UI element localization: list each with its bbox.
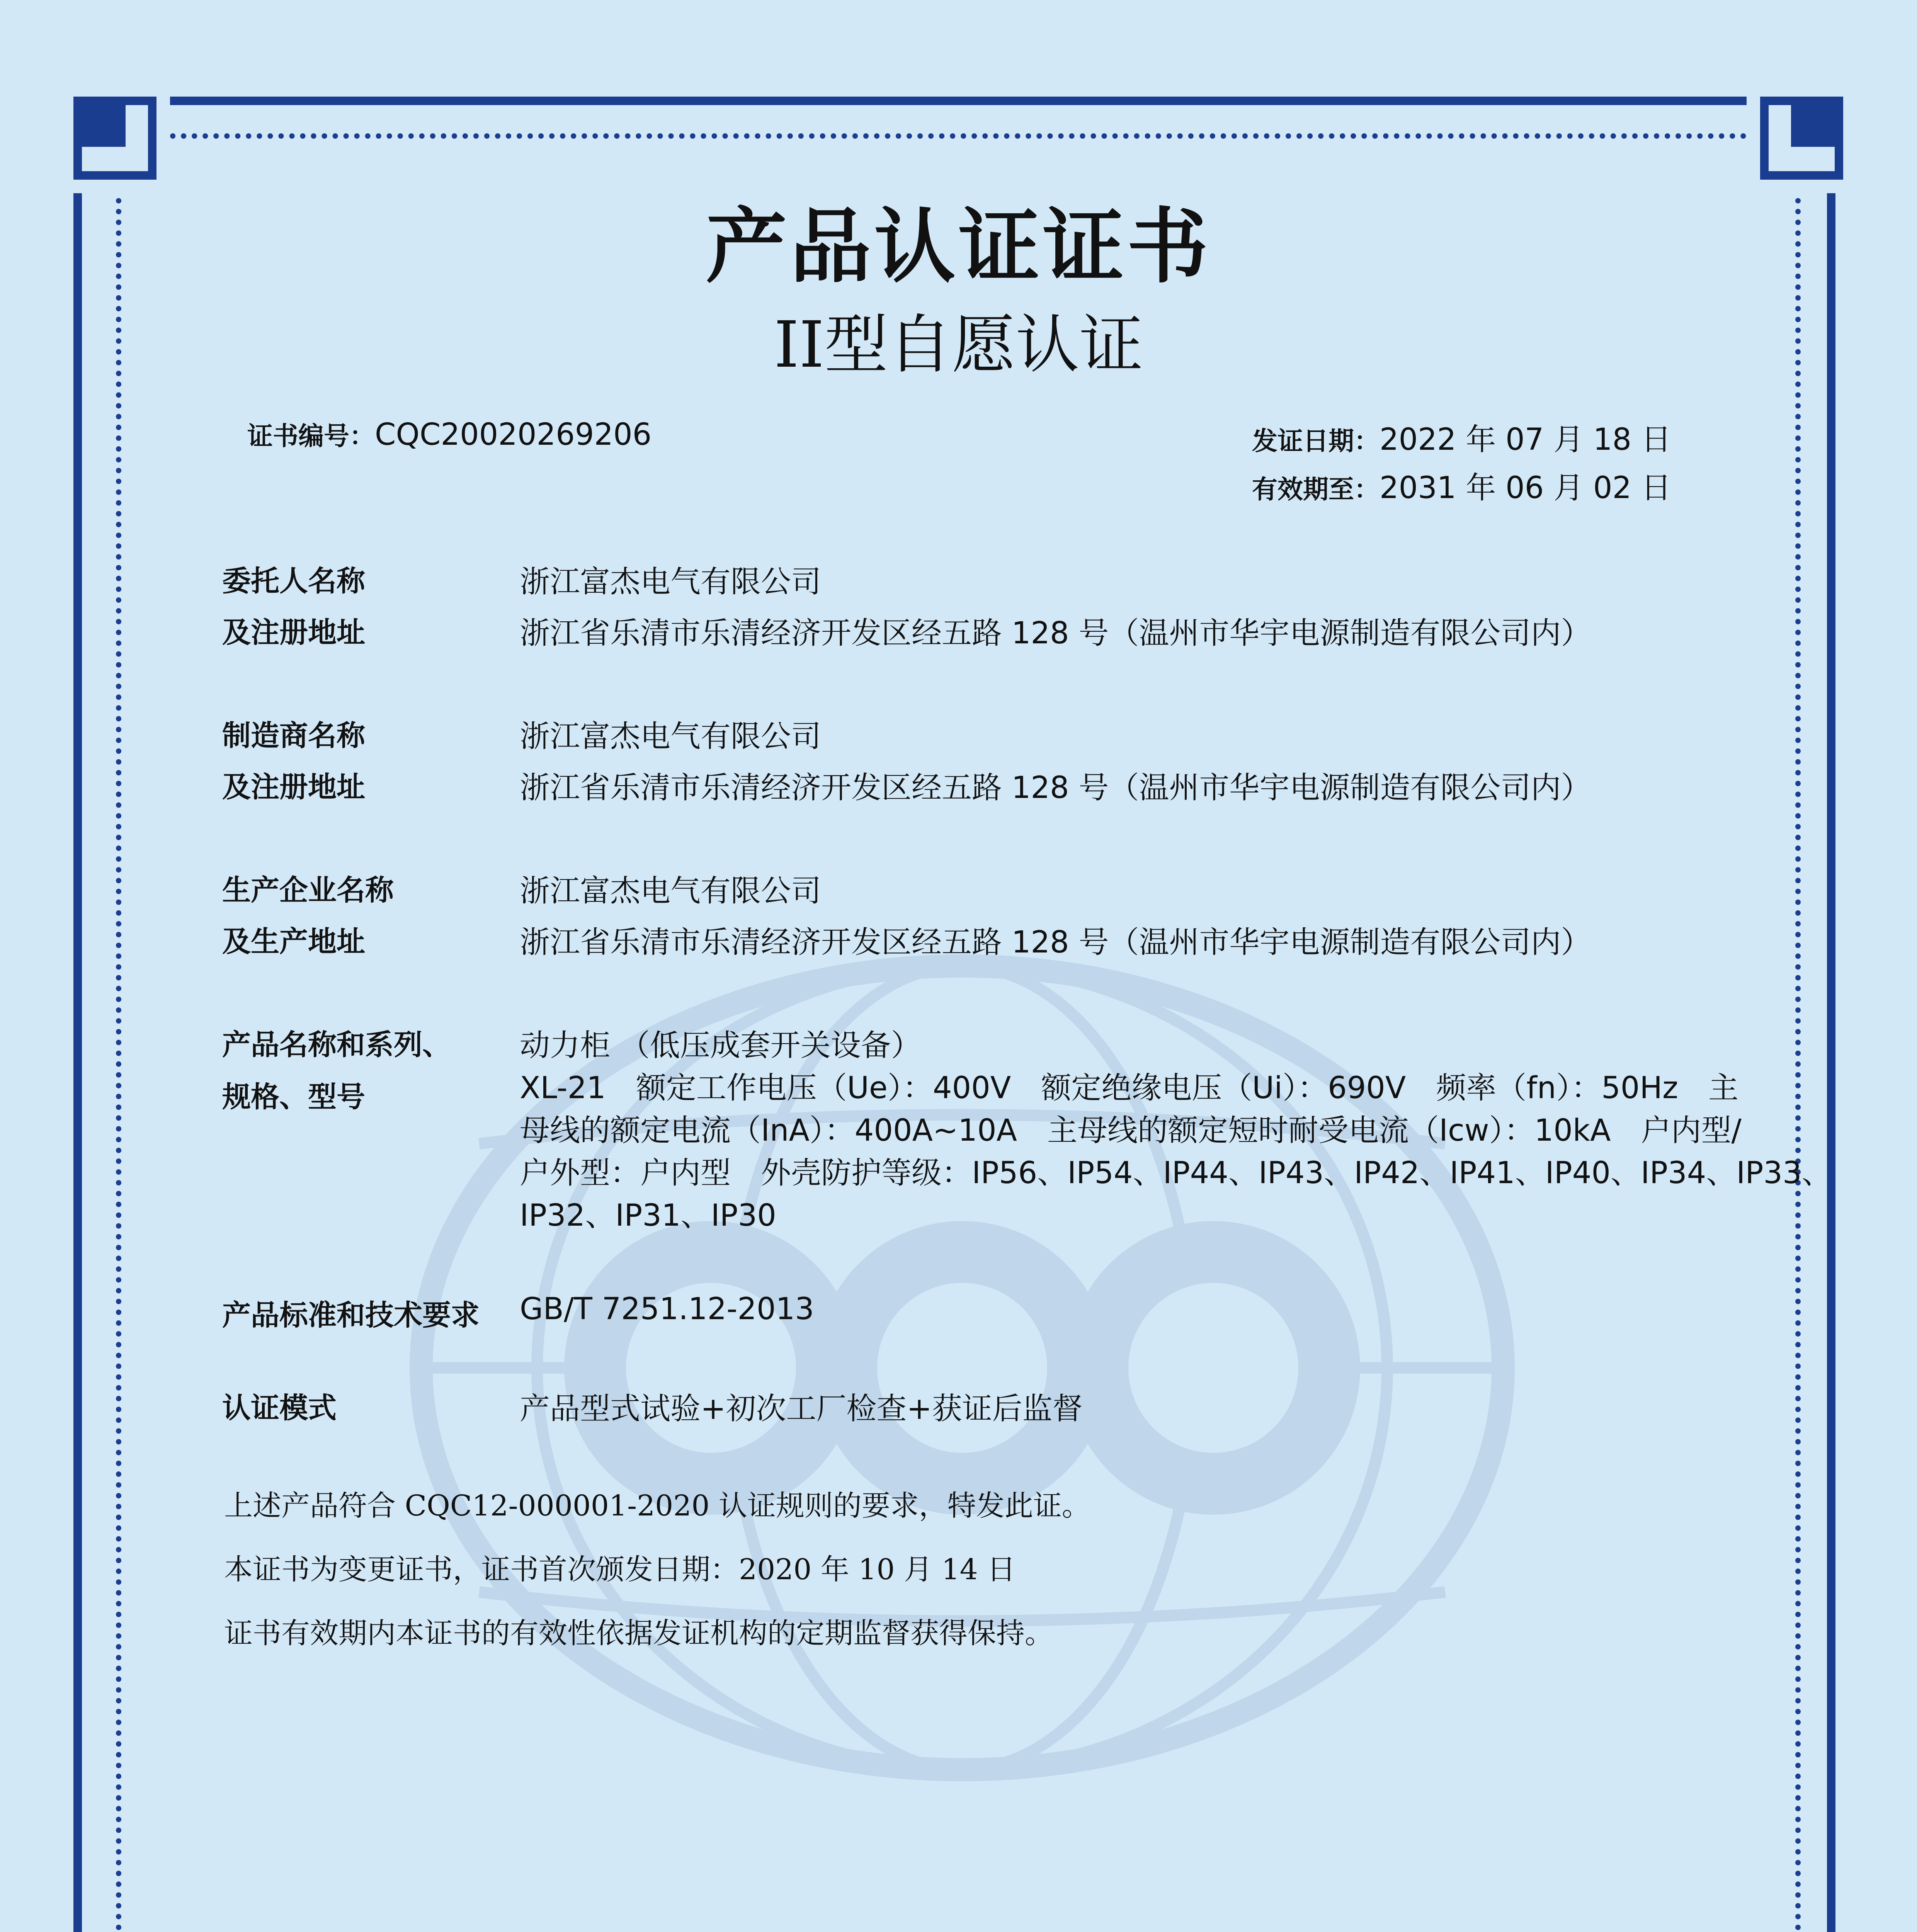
certificate-subtitle: II型自愿认证 xyxy=(774,308,1143,382)
product-label-2: 规格、型号 xyxy=(222,1080,365,1114)
expiry-date-label: 有效期至： xyxy=(1252,474,1379,504)
product-label-1: 产品名称和系列、 xyxy=(222,1028,451,1061)
certificate-number xyxy=(247,415,651,452)
standard-value: GB/T 7251.12-2013 xyxy=(520,1292,814,1327)
certificate-number-label: 证书编号： xyxy=(247,421,375,451)
product-spec-line-3: 户外型：户内型 外壳防护等级：IP56、IP54、IP44、IP43、IP42、IP41、IP40、IP34、IP33、 xyxy=(520,1156,1832,1190)
corner-square-tl xyxy=(79,100,126,147)
corner-square-tr xyxy=(1791,100,1837,147)
expiry-date-value: 2031 年 06 月 02 日 xyxy=(1379,471,1671,505)
issue-date xyxy=(1252,415,1671,459)
statement-2: 本证书为变更证书，证书首次颁发日期：2020 年 10 月 14 日 xyxy=(224,1553,1016,1586)
manufacturer-label-2: 及注册地址 xyxy=(222,770,365,804)
factory-label-1: 生产企业名称 xyxy=(222,874,394,907)
product-spec-line-1: XL-21 额定工作电压（Ue）：400V 额定绝缘电压（Ui）：690V 频率（fn）：50Hz 主 xyxy=(520,1071,1738,1105)
factory-address: 浙江省乐清市乐清经济开发区经五路 128 号（温州市华宇电源制造有限公司内） xyxy=(520,925,1591,960)
issue-date-label: 发证日期： xyxy=(1252,426,1379,456)
expiry-date xyxy=(1252,464,1671,507)
certificate-title: 产品认证证书 xyxy=(706,199,1211,294)
mode-value: 产品型式试验+初次工厂检查+获证后监督 xyxy=(520,1391,1083,1426)
manufacturer-name: 浙江富杰电气有限公司 xyxy=(520,719,822,754)
factory-label-2: 及生产地址 xyxy=(222,925,365,958)
manufacturer-label-1: 制造商名称 xyxy=(222,719,365,752)
issue-date-value: 2022 年 07 月 18 日 xyxy=(1379,422,1671,457)
manufacturer-address: 浙江省乐清市乐清经济开发区经五路 128 号（温州市华宇电源制造有限公司内） xyxy=(520,770,1591,805)
standard-label: 产品标准和技术要求 xyxy=(222,1299,480,1332)
factory-name: 浙江富杰电气有限公司 xyxy=(520,874,822,908)
applicant-name: 浙江富杰电气有限公司 xyxy=(520,565,822,599)
product-spec-line-2: 母线的额定电流（InA）：400A~10A 主母线的额定短时耐受电流（Icw）：10kA 户内型/ xyxy=(520,1113,1742,1148)
applicant-label-2: 及注册地址 xyxy=(222,616,365,649)
mode-label: 认证模式 xyxy=(222,1391,337,1425)
certificate-number-value: CQC20020269206 xyxy=(375,417,652,452)
product-name: 动力柜 （低压成套开关设备） xyxy=(520,1028,921,1063)
applicant-label-1: 委托人名称 xyxy=(222,565,365,598)
statement-3: 证书有效期内本证书的有效性依据发证机构的定期监督获得保持。 xyxy=(224,1617,1053,1650)
product-spec-line-4: IP32、IP31、IP30 xyxy=(520,1198,776,1233)
applicant-address: 浙江省乐清市乐清经济开发区经五路 128 号（温州市华宇电源制造有限公司内） xyxy=(520,616,1591,651)
statement-1: 上述产品符合 CQC12-000001-2020 认证规则的要求，特发此证。 xyxy=(224,1489,1090,1522)
